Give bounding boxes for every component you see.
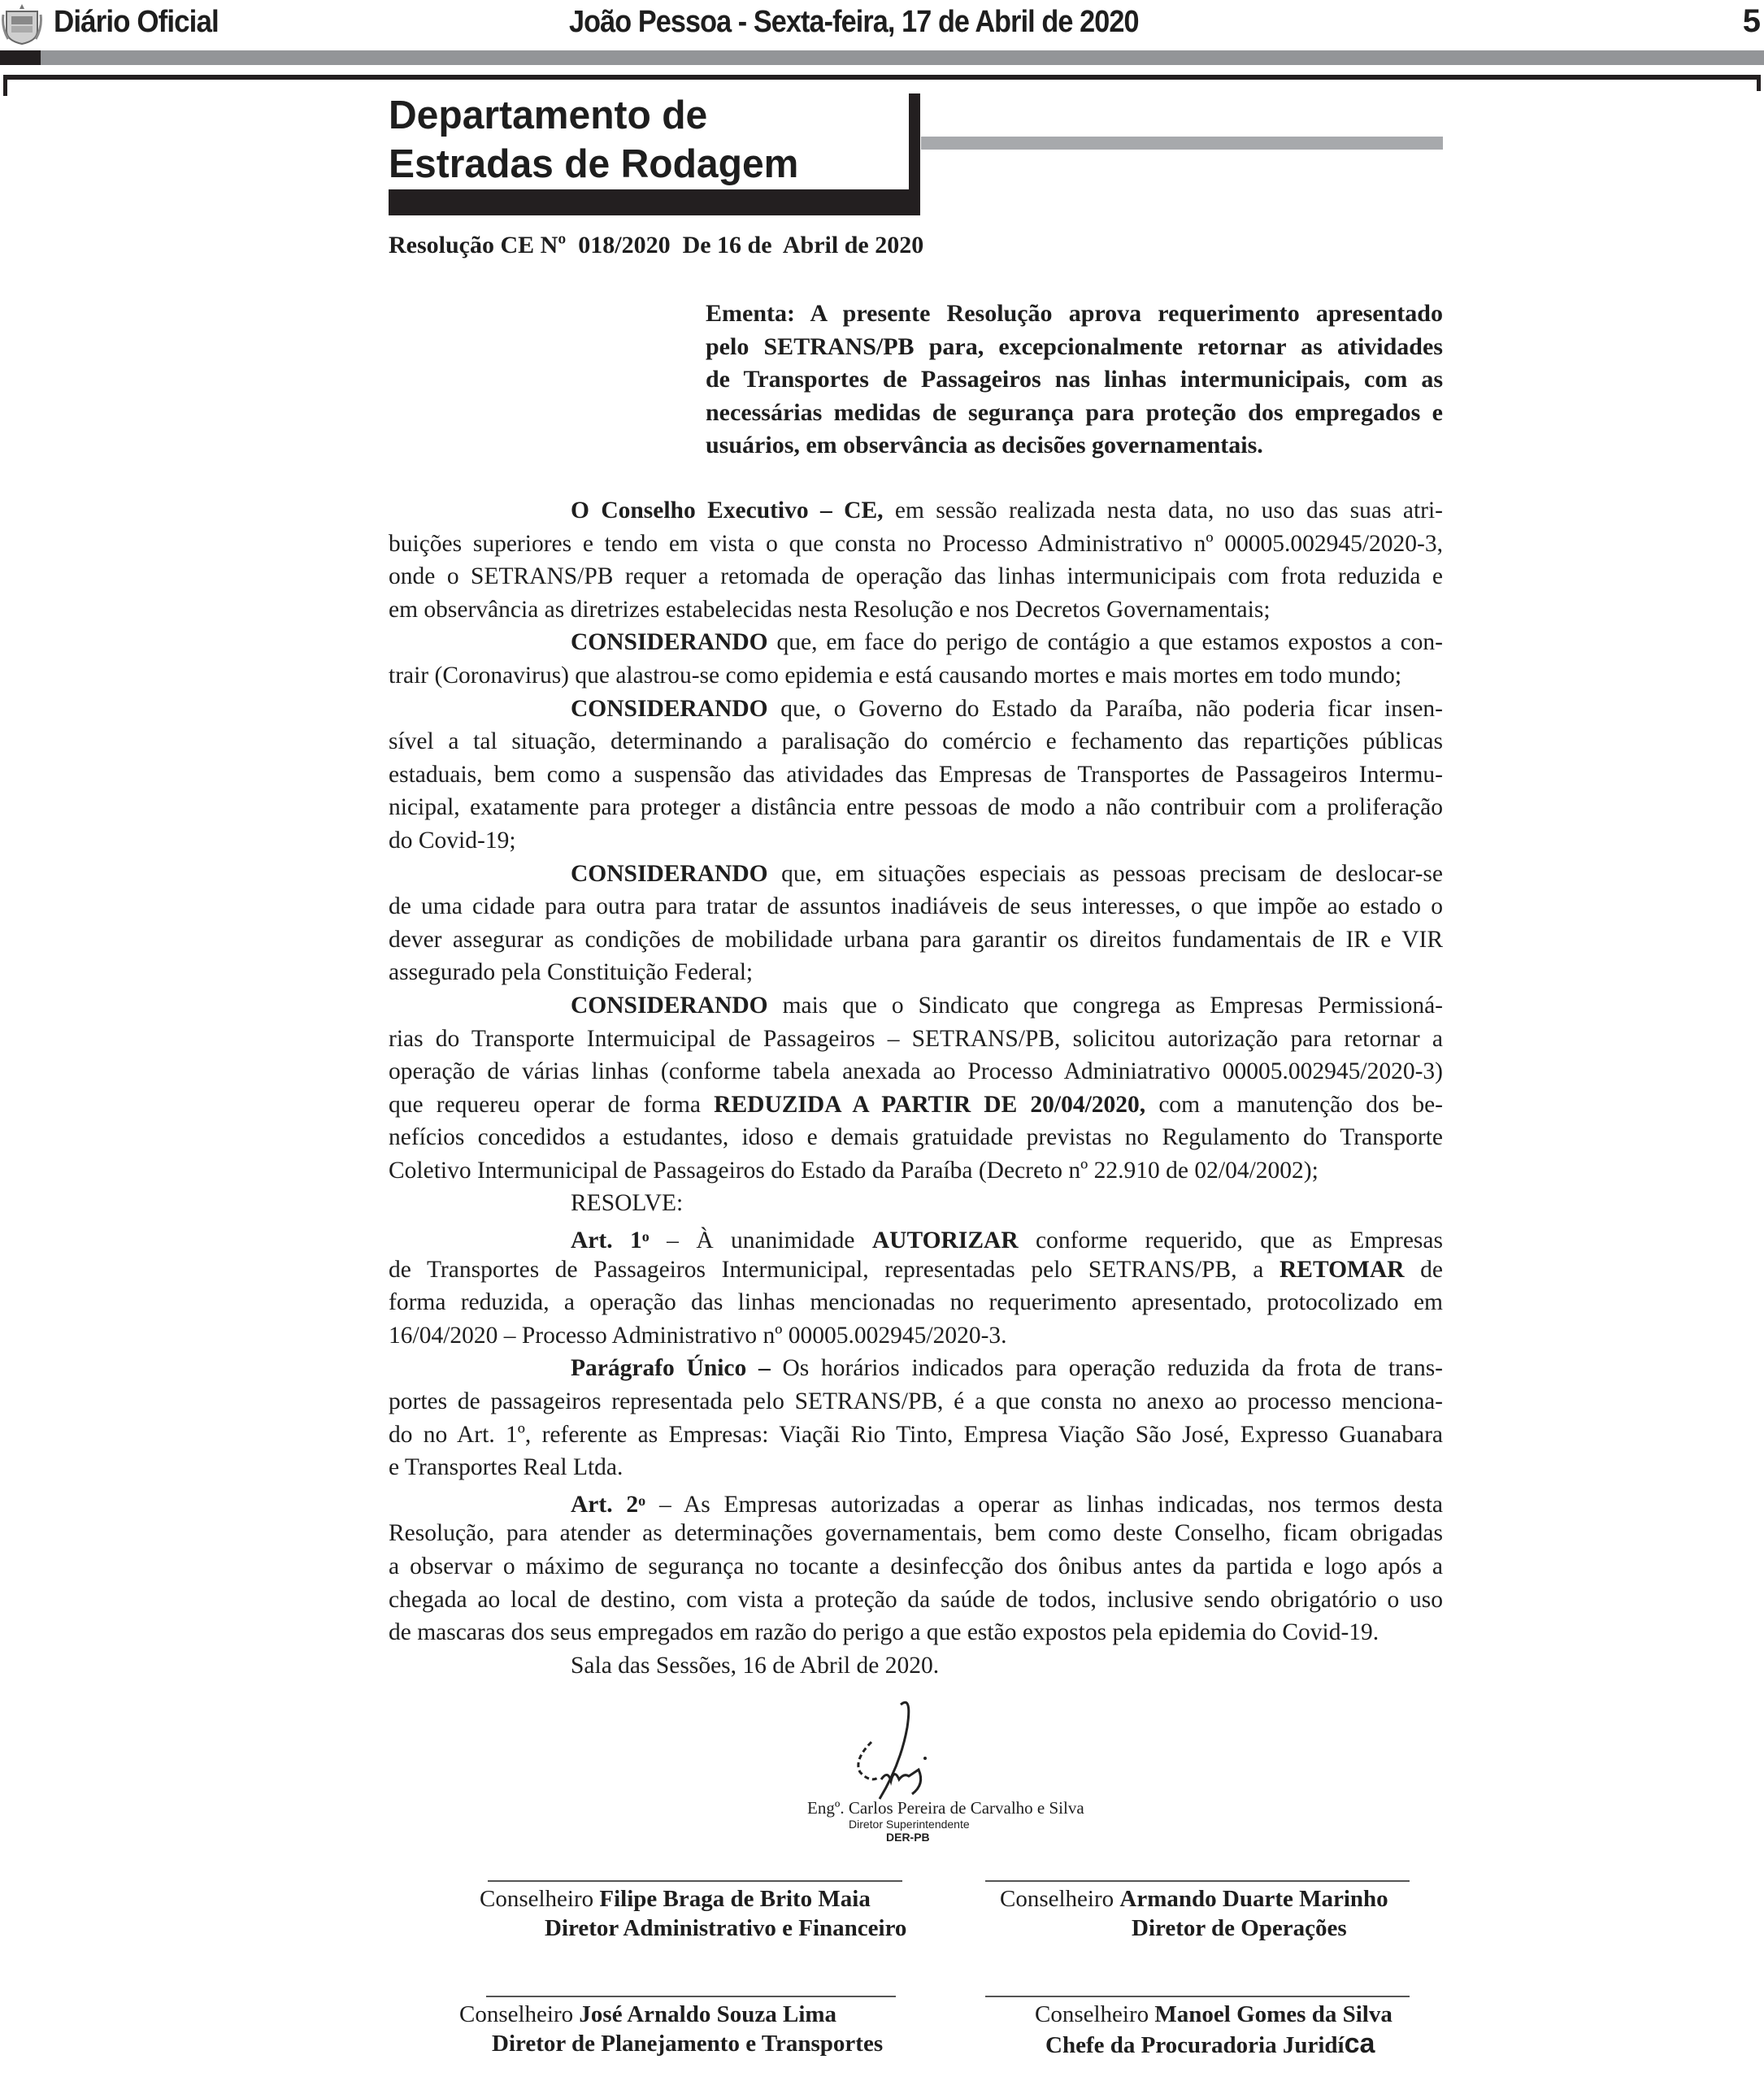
body-line — [389, 1352, 1443, 1385]
rule-tick-right — [1757, 75, 1761, 91]
text: conforme requerido, que as Empresas — [1018, 1227, 1443, 1253]
section-title — [389, 91, 798, 189]
body-line: do Covid-19; — [389, 827, 516, 854]
body-line — [389, 626, 1443, 659]
signature-line — [985, 1996, 1410, 1997]
signatory-prefix: Conselheiro — [1035, 2001, 1155, 2027]
text: – À unanimidade — [649, 1227, 872, 1253]
resolve-label: RESOLVE: — [571, 1190, 684, 1217]
signatory-title — [1132, 1914, 1347, 1943]
body-line: operação de várias linhas (conforme tabela anexada ao Processo Adminiatrativo 00005.002945/2020-3) — [389, 1058, 1443, 1085]
ordinal: o — [638, 1492, 646, 1509]
signatory-fullname: Armando Duarte Marinho — [1119, 1886, 1388, 1912]
text: que, em situações especiais as pessoas precisam de deslocar-se — [767, 860, 1443, 887]
section-title-line1: Departamento de — [389, 93, 708, 137]
text: em sessão realizada nesta data, no uso das suas atri- — [883, 497, 1443, 524]
masthead-gray-bar — [0, 50, 1764, 65]
body-line: nicipal, exatamente para proteger a distância entre pessoas de modo a não contribuir com a proliferação — [389, 794, 1443, 821]
body-line: e Transportes Real Ltda. — [389, 1454, 623, 1481]
body-line: nefícios concedidos a estudantes, idoso e demais gratuidade previstas no Regulamento do Transporte — [389, 1124, 1443, 1151]
signer-name: Engº. Carlos Pereira de Carvalho e Silva — [807, 1798, 1084, 1818]
body-line: rias do Transporte Intermuicipal de Passageiros – SETRANS/PB, solicitou autorização para retornar a — [389, 1025, 1443, 1052]
signatory-name — [1035, 2000, 1393, 2029]
ementa-line: pelo SETRANS/PB para, excepcionalmente retornar as atividades — [706, 332, 1443, 360]
body-line: buições superiores e tendo em vista o que consta no Processo Administrativo nº 00005.002945/2020-3, — [389, 530, 1443, 557]
signatory-prefix: Conselheiro — [1000, 1886, 1120, 1912]
body-line — [389, 1088, 1443, 1122]
body-line — [389, 693, 1443, 726]
ementa-line: de Transportes de Passageiros nas linhas intermunicipais, com as — [706, 366, 1443, 393]
body-line: assegurado pela Constituição Federal; — [389, 959, 754, 986]
considerando-label: CONSIDERANDO — [571, 629, 768, 656]
considerando-label: CONSIDERANDO — [571, 992, 768, 1019]
signatory-prefix: Conselheiro — [480, 1886, 600, 1912]
signature-line — [488, 1880, 902, 1882]
signatory-fullname: José Arnaldo Souza Lima — [579, 2001, 837, 2027]
masthead-black-segment — [0, 50, 41, 65]
text: que, o Governo do Estado da Paraíba, não poderia ficar insen- — [767, 695, 1443, 722]
signatory-name — [480, 1884, 871, 1914]
section-bottom-band — [389, 189, 920, 215]
body-line: portes de passageiros representada pelo SETRANS/PB, é a que consta no anexo ao processo menciona- — [389, 1388, 1443, 1415]
body-line: onde o SETRANS/PB requer a retomada de operação das linhas intermunicipais com frota reduzida e — [389, 563, 1443, 590]
signatory-title-text: Chefe da Procuradoria Juridí — [1045, 2032, 1345, 2058]
text: que, em face do perigo de contágio a que estamos expostos a con- — [767, 629, 1443, 656]
body-line — [389, 858, 1443, 891]
body-line — [389, 1484, 1443, 1518]
resolution-body — [389, 494, 1443, 1682]
signer-role: Diretor Superintendente — [849, 1818, 970, 1831]
text: Os horários indicados para operação reduzida da frota de trans- — [770, 1355, 1443, 1382]
signatory-title — [1045, 2029, 1375, 2060]
text: mais que o Sindicato que congrega as Empresas Permissioná- — [767, 992, 1443, 1019]
signatory-name — [1000, 1884, 1388, 1914]
signatory-fullname: Manoel Gomes da Silva — [1154, 2001, 1393, 2027]
article-number: Art. 1 — [571, 1227, 642, 1253]
council-name: O Conselho Executivo – CE, — [571, 497, 884, 524]
considerando-label: CONSIDERANDO — [571, 695, 768, 722]
body-line: forma reduzida, a operação das linhas mencionadas no requerimento apresentado, protocolizado em — [389, 1289, 1443, 1316]
text: de — [1404, 1256, 1443, 1283]
body-line — [389, 1220, 1443, 1253]
body-line: Coletivo Intermunicipal de Passageiros do Estado da Paraíba (Decreto nº 22.910 de 02/04/2002); — [389, 1157, 1319, 1184]
signatory-title-text: Diretor de Operações — [1132, 1915, 1347, 1941]
text: de Transportes de Passageiros Intermunicipal, representadas pelo SETRANS/PB, a — [389, 1256, 1280, 1283]
signatory-prefix: Conselheiro — [459, 2001, 580, 2027]
article-number: Art. 2 — [571, 1491, 639, 1518]
signatory-name — [459, 2000, 836, 2029]
ementa-line: necessárias medidas de segurança para proteção dos empregados e — [706, 398, 1443, 426]
body-line: estaduais, bem como a suspensão das atividades das Empresas de Transportes de Passageiros Intermu- — [389, 761, 1443, 788]
paragraph-label: Parágrafo Único – — [571, 1355, 771, 1382]
body-line: de uma cidade para outra para tratar de assuntos inadiáveis de seus interesses, o que impõe ao estado o — [389, 893, 1443, 920]
body-line — [389, 494, 1443, 528]
signer-org: DER-PB — [886, 1831, 930, 1844]
signature-line — [486, 1996, 896, 1997]
article-label — [571, 1492, 645, 1518]
text: que requereu operar de forma — [389, 1091, 715, 1118]
signature-line — [985, 1880, 1410, 1882]
state-coat-of-arms-icon — [2, 3, 42, 46]
ordinal: o — [641, 1228, 650, 1245]
newspaper-title: Diário Oficial — [54, 5, 219, 39]
body-line: Resolução, para atender as determinações governamentais, bem como deste Conselho, ficam obrigadas — [389, 1520, 1443, 1547]
page-top-rule — [3, 75, 1761, 80]
body-line: chegada ao local de destino, com vista a proteção da saúde de todos, inclusive sendo obrigatório o uso — [389, 1586, 1443, 1613]
rule-tick-left — [3, 75, 7, 96]
text: – As Empresas autorizadas a operar as linhas indicadas, nos termos desta — [645, 1491, 1443, 1518]
page-number: 5 — [1742, 3, 1761, 39]
issue-date: João Pessoa - Sexta-feira, 17 de Abril de 2020 — [569, 5, 1139, 39]
body-line — [389, 989, 1443, 1023]
body-line: 16/04/2020 – Processo Administrativo nº 00005.002945/2020-3. — [389, 1322, 1007, 1349]
considerando-label: CONSIDERANDO — [571, 860, 768, 887]
emphasis: REDUZIDA A PARTIR DE 20/04/2020, — [714, 1091, 1146, 1118]
signatory-fullname: Filipe Braga de Brito Maia — [599, 1886, 871, 1912]
body-line: trair (Coronavirus) que alastrou-se como epidemia e está causando mortes e mais mortes em todo mundo; — [389, 662, 1402, 689]
resolution-heading: Resolução CE Nº 018/2020 De 16 de Abril de 2020 — [389, 232, 924, 258]
body-line: sível a tal situação, determinando a paralisação do comércio e fechamento das repartições públicas — [389, 728, 1443, 755]
ementa-line: usuários, em observância as decisões governamentais. — [706, 432, 1263, 458]
ementa — [706, 298, 1443, 463]
signatory-title — [492, 2029, 883, 2058]
article-label — [571, 1227, 650, 1253]
body-line — [389, 1253, 1443, 1287]
emphasis: AUTORIZAR — [871, 1227, 1019, 1253]
session-date: Sala das Sessões, 16 de Abril de 2020. — [571, 1652, 940, 1679]
body-line: a observar o máximo de segurança no tocante a desinfecção dos ônibus antes da partida e logo após a — [389, 1553, 1443, 1579]
signatory-title-text: Diretor de Planejamento e Transportes — [492, 2031, 884, 2057]
signatory-title-text: Diretor Administrativo e Financeiro — [545, 1915, 907, 1941]
body-line: dever assegurar as condições de mobilidade urbana para garantir os direitos fundamentais de IR e VIR — [389, 926, 1443, 953]
body-line: de mascaras dos seus empregados em razão do perigo a que estão expostos pela epidemia do Covid-19. — [389, 1619, 1379, 1646]
signatory-title-tail: ca — [1344, 2028, 1375, 2059]
body-line: do no Art. 1º, referente as Empresas: Viaçãi Rio Tinto, Empresa Viação São José, Expresso Guanabara — [389, 1421, 1443, 1448]
ementa-line: Ementa: A presente Resolução aprova requerimento apresentado — [706, 300, 1443, 327]
emphasis: RETOMAR — [1279, 1256, 1405, 1283]
section-gray-bar — [921, 137, 1443, 150]
body-line: em observância as diretrizes estabelecidas nesta Resolução e nos Decretos Governamentais; — [389, 596, 1271, 623]
signatory-title — [545, 1914, 906, 1943]
section-title-line2: Estradas de Rodagem — [389, 142, 799, 186]
text: com a manutenção dos be- — [1145, 1091, 1443, 1118]
